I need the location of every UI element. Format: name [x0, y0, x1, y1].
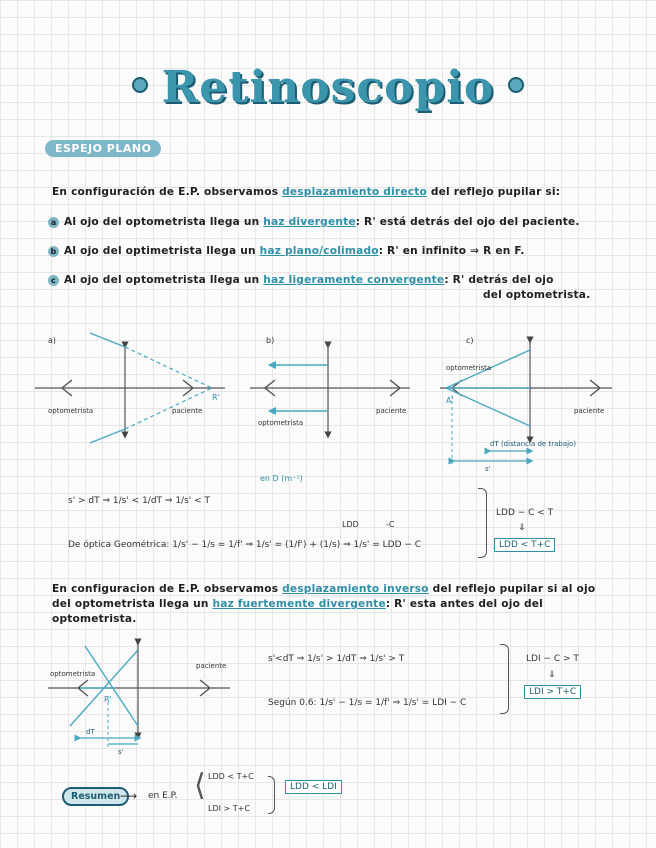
para2-line1: En configuracion de E.P. observamos desplazamiento inverso del reflejo pupilar si al ojo	[52, 583, 596, 595]
diagram-b-left-caption: optometrista	[258, 419, 304, 427]
ray-diagram-inverse	[40, 636, 250, 756]
diagram-c-s-label: s'	[485, 465, 491, 473]
eq1-line2: De óptica Geométrica: 1/s' − 1/s = 1/f' ⇒ 1/s' = (1/f') + (1/s) ⇒ 1/s' = LDD − C	[68, 540, 422, 550]
summary-arrow: ⟶	[120, 789, 138, 803]
summary-row2: LDI > T+C	[208, 804, 250, 813]
diagram-c-dt-note: dT (distancia de trabajo)	[490, 440, 577, 448]
ray-diagrams	[0, 325, 656, 475]
eq1-above-c: -C	[386, 520, 395, 529]
diagram-a-point: R'	[212, 393, 220, 402]
bullet-a: a Al ojo del optometrista llega un haz divergente: R' está detrás del ojo del paciente.	[48, 215, 580, 229]
summary-result: LDD < LDI	[285, 780, 342, 794]
diagram-c-right-caption: paciente	[574, 407, 605, 415]
eq2-line1: s'<dT ⇒ 1/s' > 1/dT ⇒ 1/s' > T	[268, 654, 405, 664]
eq2-brace	[500, 644, 509, 714]
eq1-arrow: ⇓	[518, 523, 526, 533]
summary-label: en E.P.	[148, 791, 178, 801]
eq1-result1: LDD − C < T	[496, 508, 554, 518]
diagram-b-label: b)	[266, 336, 275, 345]
eq2-result1: LDI − C > T	[526, 654, 579, 664]
bullet-c-line2: del optometrista.	[483, 289, 591, 301]
bullet-c: c Al ojo del optometrista llega un haz ligeramente convergente: R' detrás del ojo	[48, 273, 554, 287]
intro-highlight: desplazamiento directo	[282, 186, 427, 198]
diagram-c-point: A'	[446, 396, 454, 405]
eq2-line2: Según 0.6: 1/s' − 1/s = 1/f' ⇒ 1/s' = LDI − C	[268, 698, 467, 708]
diagram-a-left-caption: optometrista	[48, 407, 94, 415]
page-title	[0, 62, 656, 113]
intro-text: En configuración de E.P. observamos desplazamiento directo del reflejo pupilar si:	[52, 186, 561, 198]
diagram-d-point: R'	[104, 695, 112, 704]
diagram-d-s-label: s'	[118, 748, 124, 756]
eq1-line1: s' > dT ⇒ 1/s' < 1/dT ⇒ 1/s' < T	[68, 496, 210, 506]
eq1-result2: LDD < T+C	[494, 538, 555, 552]
eq1-brace	[478, 488, 487, 558]
bullet-marker: b	[48, 246, 59, 257]
eq1-note: en D (m⁻¹)	[260, 474, 303, 483]
section-label: ESPEJO PLANO	[45, 140, 161, 157]
para2-line2: del optometrista llega un haz fuertemente divergente: R' esta antes del ojo del	[52, 598, 543, 610]
diagram-c-left-caption: optometrista	[446, 364, 492, 372]
diagram-d-dt: dT	[86, 728, 95, 736]
diagram-c-label: c)	[466, 336, 474, 345]
bullet-b: b Al ojo del optimetrista llega un haz plano/colimado: R' en infinito ⇒ R en F.	[48, 244, 525, 258]
bullet-marker: a	[48, 217, 59, 228]
summary-tag: Resumen	[62, 787, 129, 806]
diagram-a	[35, 333, 225, 443]
diagram-a-right-caption: paciente	[172, 407, 203, 415]
eq1-above-ldd: LDD	[342, 520, 359, 529]
para2-line3: optometrista.	[52, 613, 137, 625]
eq2-result2: LDI > T+C	[524, 685, 581, 699]
title-dot-left	[132, 77, 148, 93]
summary-right-brace	[268, 776, 275, 814]
bullet-marker: c	[48, 275, 59, 286]
diagram-d-left-caption: optometrista	[50, 670, 96, 678]
title-dot-right	[508, 77, 524, 93]
diagram-b-right-caption: paciente	[376, 407, 407, 415]
diagram-a-label: a)	[48, 336, 57, 345]
summary-brace: ⟨	[194, 768, 206, 803]
eq2-arrow: ⇓	[548, 670, 556, 680]
diagram-c	[440, 336, 612, 473]
diagram-b	[250, 336, 410, 435]
diagram-d-right-caption: paciente	[196, 662, 227, 670]
summary-row1: LDD < T+C	[208, 772, 254, 781]
title-text: Retinoscopio	[161, 62, 495, 113]
